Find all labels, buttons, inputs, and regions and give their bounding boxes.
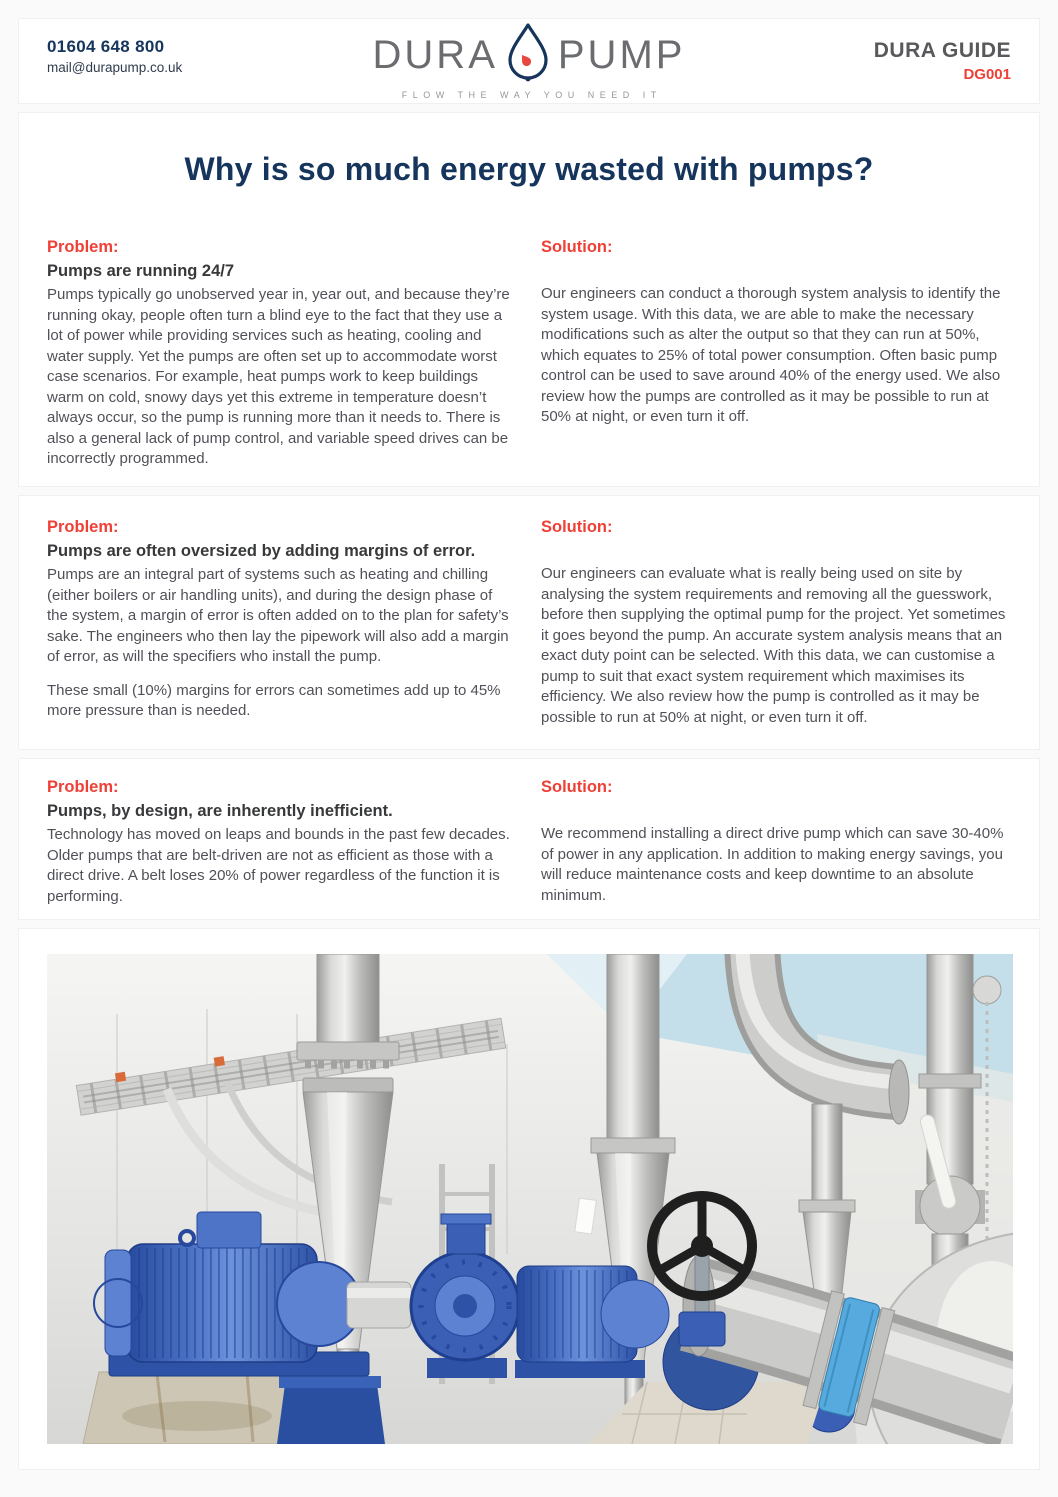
brand-logo — [373, 22, 686, 100]
problem-column — [47, 238, 517, 470]
problem-label: Problem: — [47, 238, 119, 256]
logo-word-pump: PUMP — [557, 32, 686, 77]
section-2 — [18, 495, 1040, 750]
problem-heading: Pumps are running 24/7 — [47, 262, 235, 280]
solution-column — [541, 238, 1013, 470]
problem-heading: Pumps are often oversized by adding margins of error. — [47, 542, 476, 560]
guide-block — [874, 39, 1011, 83]
problem-label: Problem: — [47, 518, 119, 536]
logo-tagline: FLOW THE WAY YOU NEED IT — [401, 90, 662, 100]
page-title: Why is so much energy wasted with pumps? — [184, 151, 874, 187]
solution-body: Our engineers can conduct a thorough system analysis to identify the system usage. With this data, we are able to make the necessary modifications such as alter the output so that they can run at 50%, which equates to 25% of total power consumption. Often basic pump control can be used to save around 40% of the energy used. We also review how the pumps are controlled as it may be possible to run at 50% at night, or even turn it off. — [541, 285, 1001, 425]
guide-label: DURA GUIDE — [873, 39, 1011, 62]
solution-column — [541, 518, 1013, 728]
problem-column — [47, 518, 517, 728]
water-drop-icon — [505, 22, 551, 87]
logo-word-dura: DURA — [372, 32, 498, 77]
solution-body: We recommend installing a direct drive pump which can save 30-40% of power in any application. In addition to making energy savings, you will reduce maintenance costs and keep downtime to an absolute minimum. — [541, 825, 1004, 904]
solution-label: Solution: — [541, 518, 613, 536]
solution-body: Our engineers can evaluate what is really being used on site by analysing the system requirements and removing all the guesswork, before then supplying the optimal pump for the project. Yet sometimes it goes beyond the pump. An accurate system analysis means that an exact duty point can be selected. With this data, we can customise a pump to suit that exact system requirement which maximises its efficiency. We also review how the pump is controlled as it may be possible to run at 50% at night, or even turn it off. — [541, 565, 1006, 726]
problem-body: Pumps are an integral part of systems such as heating and chilling (either boilers or air handling units), and during the design phase of the system, a margin of error is often added on to the plan for safety’s sake. The engineers who then lay the pipework will also add a margin of error, as will the specifiers who install the pump. — [47, 566, 509, 665]
problem-column — [47, 778, 517, 907]
contact-block — [47, 37, 182, 75]
section-1 — [18, 112, 1040, 487]
problem-body: Pumps typically go unobserved year in, year out, and because they’re running okay, people often turn a blind eye to the fact that they use a lot of power while providing services such as heating, cooling and water supply. Yet the pumps are often set up to accommodate worst case scenarios. For example, heat pumps work to keep buildings warm on cold, snowy days yet this extreme in temperature doesn’t always occur, so the pump is running more than it needs to. There is also a general lack of pump control, and variable speed drives can be incorrectly programmed. — [47, 286, 510, 467]
section-3 — [18, 758, 1040, 920]
phone-number: 01604 648 800 — [47, 37, 165, 56]
pump-room-photo — [47, 954, 1013, 1444]
problem-label: Problem: — [47, 778, 119, 796]
header — [18, 18, 1040, 104]
solution-label: Solution: — [541, 778, 613, 796]
guide-code: DG001 — [963, 66, 1011, 83]
problem-body: Technology has moved on leaps and bounds in the past few decades. Older pumps that are belt-driven are not as efficient as those with a direct drive. A belt loses 20% of power regardless of the function it is performing. — [47, 826, 510, 905]
solution-label: Solution: — [541, 238, 613, 256]
email-address: mail@durapump.co.uk — [47, 60, 183, 75]
problem-heading: Pumps, by design, are inherently inefficient. — [47, 802, 393, 820]
solution-column — [541, 778, 1013, 907]
problem-body-2: These small (10%) margins for errors can sometimes add up to 45% more pressure than is needed. — [47, 681, 501, 719]
photo-section — [18, 928, 1040, 1470]
